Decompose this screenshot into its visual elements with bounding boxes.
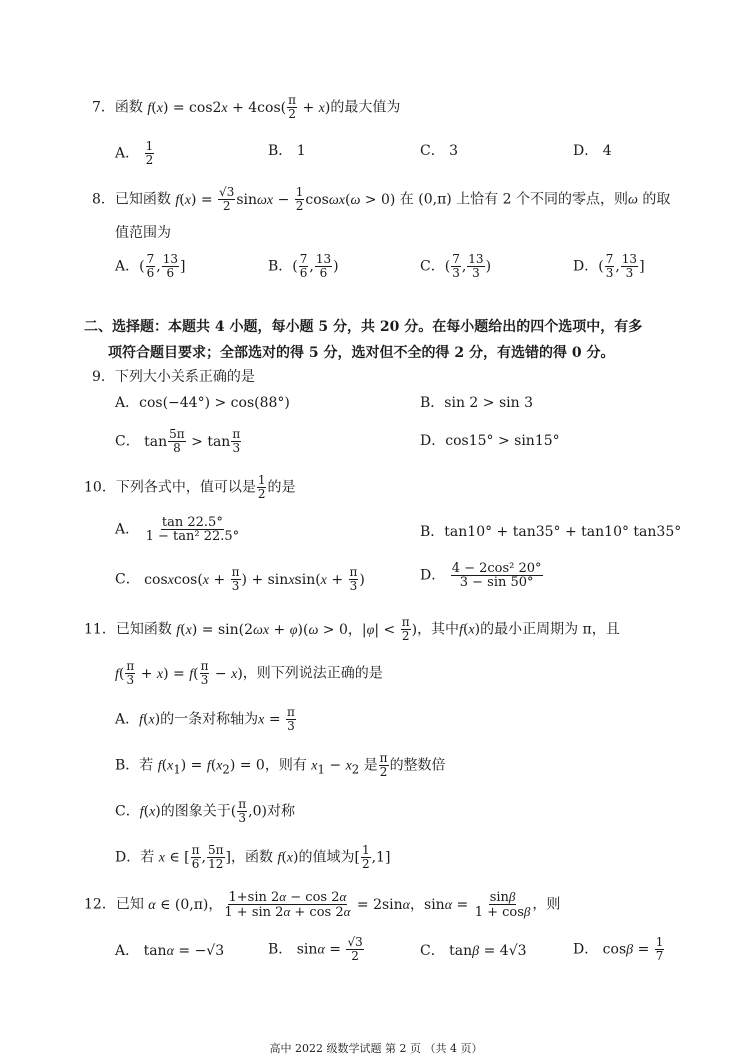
q11-option-a-text: 的一条对称轴为 (160, 711, 259, 728)
q10-number: 10． (84, 479, 116, 496)
q8-option-b-open: ( (292, 258, 298, 275)
q10-text-post: 的是 (267, 479, 296, 496)
q8-option-d-n1: 7 (605, 252, 614, 266)
q11-option-d-pre: 若 (140, 849, 155, 866)
q8-option-c-d1: 3 (452, 266, 460, 280)
q8-option-b-n2: 13 (315, 252, 332, 266)
q11-option-b-pre: 若 (139, 757, 154, 774)
q8-option-a-d1: 6 (146, 266, 155, 280)
q8-option-c-n2: 13 (468, 252, 484, 266)
q10-option-d (420, 562, 544, 589)
q12-option-b: B． sinα = $\frac{√3}{2}$ (268, 935, 363, 963)
q10-stem: 10．下列各式中，值可以是 $\frac{1}{2}$ 的是 (84, 473, 296, 501)
q9-option-c-formula: tan $\frac{5\pi}{8}$ > tan $\frac{\pi}{3}$ (144, 427, 241, 455)
q7-option-a-num: 1 (145, 139, 154, 153)
q7-text-post: 的最大值为 (330, 99, 401, 116)
q8-option-a-n1: 7 (146, 252, 155, 266)
q8-option-a-n2: 13 (162, 252, 178, 266)
q11-option-d-mid: ，函数 (230, 849, 273, 866)
q8-option-c-label: C． (420, 258, 445, 275)
q11-text-mid2: 的最小正周期为 π，且 (480, 621, 620, 638)
q8-stem-line2: 值范围为 (115, 225, 171, 241)
q11-option-c: C．f(x)的图象关于( $\frac{\pi}{3}$ ,0)对称 (115, 797, 295, 825)
q8-option-b-n1: 7 (299, 252, 308, 266)
q8-option-a-d2: 6 (166, 266, 175, 280)
q9-option-b (420, 394, 533, 412)
q10-option-b-label: B． (420, 524, 445, 540)
q9-option-a (115, 394, 290, 412)
q10-option-a-label: A． (115, 521, 140, 538)
q7-formula: f(x) = cos2x + 4cos( $\frac{\pi}{2}$ + x) (147, 93, 331, 121)
q11-option-d: D．若 x ∈ [ $\frac{\pi}{6}$ , $\frac{5\pi}{12}$ ]，函数 f(x)的值域为[ $\frac{1}{2}$ ,1] (115, 843, 391, 871)
q8-number: 8． (92, 191, 115, 208)
q8-option-a-label: A． (115, 258, 140, 275)
q9-stem (92, 368, 255, 386)
q10-option-b-text: tan10° + tan35° + tan10° tan35° (444, 524, 682, 540)
q10-option-a-formula: $\frac{\tan 22.5^\circ}{\text{1 − tan² 22.5°}}$ (145, 515, 240, 544)
q7-stem (92, 94, 400, 121)
q7-option-b-value: 1 (296, 143, 306, 159)
q11-condition: f( $\frac{\pi}{3}$ + x) = f( $\frac{\pi}{3}$ − x) (115, 659, 243, 687)
q11-option-b-post: 的整数倍 (389, 757, 446, 774)
q9-option-d (420, 432, 560, 450)
q11-option-a: A．f(x)的一条对称轴为x = $\frac{\pi}{3}$ (115, 705, 295, 733)
q8-option-d-label: D． (573, 258, 599, 275)
q8-option-c: C．( $\frac{7}{3}$ , $\frac{13}{3}$ ) (420, 252, 492, 280)
q8-option-b-close: ) (333, 258, 339, 275)
q9-option-a-label: A． (115, 395, 140, 411)
q12-option-c-label: C． (420, 943, 445, 959)
q12-text-pre: 已知 (115, 896, 144, 913)
q7-option-c-label: C． (420, 143, 445, 159)
q10-option-a (115, 516, 241, 543)
q8-option-a: A．( $\frac{7}{6}$ , $\frac{13}{6}$ ] (115, 252, 186, 280)
q8-option-d-open: ( (598, 258, 604, 275)
q9-number: 9． (92, 369, 115, 385)
q8-option-d-n2: 13 (621, 252, 638, 266)
q7-text-pre: 函数 (114, 99, 143, 116)
q8-option-a-close: ] (179, 258, 186, 275)
q8-option-d: D．( $\frac{7}{3}$ , $\frac{13}{3}$ ] (573, 252, 645, 280)
q11-option-b-mid: ，则有 (264, 757, 307, 774)
q12-stem (84, 890, 560, 919)
q7-option-b (268, 142, 306, 160)
q11-stem-line2 (115, 660, 383, 687)
q12-text-post: ，则 (532, 896, 561, 913)
q9-option-d-label: D． (420, 433, 446, 449)
q11-option-c-text: 的图象关于 (160, 803, 231, 820)
q9-option-b-label: B． (420, 395, 445, 411)
q10-option-c (115, 566, 365, 593)
q9-option-d-text: cos15° > sin15° (445, 433, 560, 449)
q8-formula: f(x) = $\frac{√3}{2}$ sinωx − $\frac{1}{2}$ cosωx(ω > 0) (175, 185, 396, 213)
q9-text: 下列大小关系正确的是 (114, 369, 255, 385)
q12-option-b-label: B． (268, 941, 293, 958)
q8-text-mid2: 上恰有 2 个不同的零点，则 (456, 191, 628, 208)
q10-text-pre: 下列各式中，值可以是 (115, 479, 256, 496)
q8-text-pre: 已知函数 (114, 191, 171, 208)
q8-text-post: 的取 (642, 191, 671, 208)
q8-option-d-close: ] (639, 258, 645, 275)
q7-option-d-value: 4 (602, 143, 612, 159)
q8-option-b-label: B． (268, 258, 293, 275)
q8-option-d-d1: 3 (605, 266, 614, 280)
q10-option-d-formula: $\frac{\text{4 − 2cos² 20°}}{3 - \sin 50^\circ}$ (451, 561, 542, 590)
q11-option-d-post: 的值域为 (298, 849, 355, 866)
q7-option-c (420, 142, 458, 160)
q10-option-d-label: D． (420, 567, 446, 584)
q12-option-d: D． cosβ = $\frac{1}{7}$ (573, 935, 664, 963)
q10-option-c-formula: cosxcos(x + $\frac{\pi}{3}$ ) + sinxsin(x + $\frac{\pi}{3}$ ) (144, 565, 365, 593)
q11-option-b-label: B． (115, 757, 140, 774)
q12-option-c: C． tanβ = 4√3 (420, 943, 527, 959)
q12-option-d-label: D． (573, 941, 599, 958)
q8-option-b-d1: 6 (299, 266, 308, 280)
q11-text-line2-post: ，则下列说法正确的是 (242, 665, 383, 682)
q8-option-c-close: ) (485, 258, 492, 275)
q8-option-c-n1: 7 (452, 252, 460, 266)
q8-option-d-d2: 3 (625, 266, 634, 280)
q11-text-mid: ，其中 (417, 621, 460, 638)
q7-option-d-label: D． (573, 143, 599, 159)
q9-option-a-text: cos(−44°) > cos(88°) (139, 395, 290, 411)
q12-number: 12． (84, 896, 116, 913)
q8-stem: 8．已知函数 f(x) = $\frac{√3}{2}$ sinωx − $\frac{1}{2}$ cosωx(ω > 0) 在 (0,π) 上恰有 2 个不同的零点，则ω 的取 (92, 185, 671, 213)
q7-option-d (573, 142, 612, 160)
q8-option-a-open: ( (139, 258, 145, 275)
q7-option-a (115, 140, 155, 167)
page-footer: 高中 2022 级数学试题 第 2 页 （共 4 页） (269, 1042, 483, 1055)
q10-option-c-label: C． (115, 571, 140, 588)
q7-option-a-den: 2 (145, 153, 154, 167)
q11-option-c-end: 对称 (266, 803, 295, 820)
q11-option-d-label: D． (115, 849, 141, 866)
q11-text-pre: 已知函数 (115, 621, 172, 638)
q8-option-c-open: ( (444, 258, 451, 275)
q9-option-c-label: C． (115, 433, 140, 450)
q11-number: 11． (84, 621, 116, 638)
q9-option-b-text: sin 2 > sin 3 (444, 395, 533, 411)
q11-formula: f(x) = sin(2ωx + φ)(ω > 0，|φ| < $\frac{\pi}{2}$ ) (176, 615, 418, 643)
q7-option-b-label: B． (268, 143, 293, 159)
q12-option-a: A． tanα = −√3 (115, 943, 225, 959)
q11-option-c-label: C． (115, 803, 140, 820)
q7-option-c-value: 3 (449, 143, 459, 159)
q8-option-b: B．( $\frac{7}{6}$ , $\frac{13}{6}$ ) (268, 252, 339, 280)
q11-option-a-label: A． (115, 711, 140, 728)
q11-stem: 11．已知函数 f(x) = sin(2ωx + φ)(ω > 0，|φ| < $\frac{\pi}{2}$ )，其中f(x)的最小正周期为 π，且 (84, 615, 620, 643)
q12-option-a-label: A． (115, 943, 140, 959)
q9-option-c (115, 428, 242, 455)
section2-heading: 二、选择题：本题共 4 小题，每小题 5 分，共 20 分。在每小题给出的四个选项中，有多 (84, 319, 643, 335)
q7-number: 7． (92, 99, 115, 116)
section2-heading-line2: 项符合题目要求；全部选对的得 5 分，选对但不全的得 2 分，有选错的得 0 分。 (108, 345, 615, 361)
q7-option-a-label: A． (115, 145, 140, 162)
q11-option-b: B．若 $f(x_1) = f(x_2) = 0$，则有 $x_1 - x_2$ 是 $\frac{\pi}{2}$ 的整数倍 (115, 751, 446, 779)
q12-formula: α ∈ (0,π)， $\frac{1+\sin 2\alpha - \cos 2\alpha}{1 + \sin 2\alpha + \cos 2\alpha}$ = 2sinα，sinα = $\frac{\sin\beta}{1 + \cos\beta}$ (148, 889, 531, 920)
q8-option-b-d2: 6 (319, 266, 328, 280)
q10-option-b (420, 523, 681, 541)
q8-option-c-d2: 3 (472, 266, 480, 280)
q8-text-mid: 在 (399, 191, 414, 208)
